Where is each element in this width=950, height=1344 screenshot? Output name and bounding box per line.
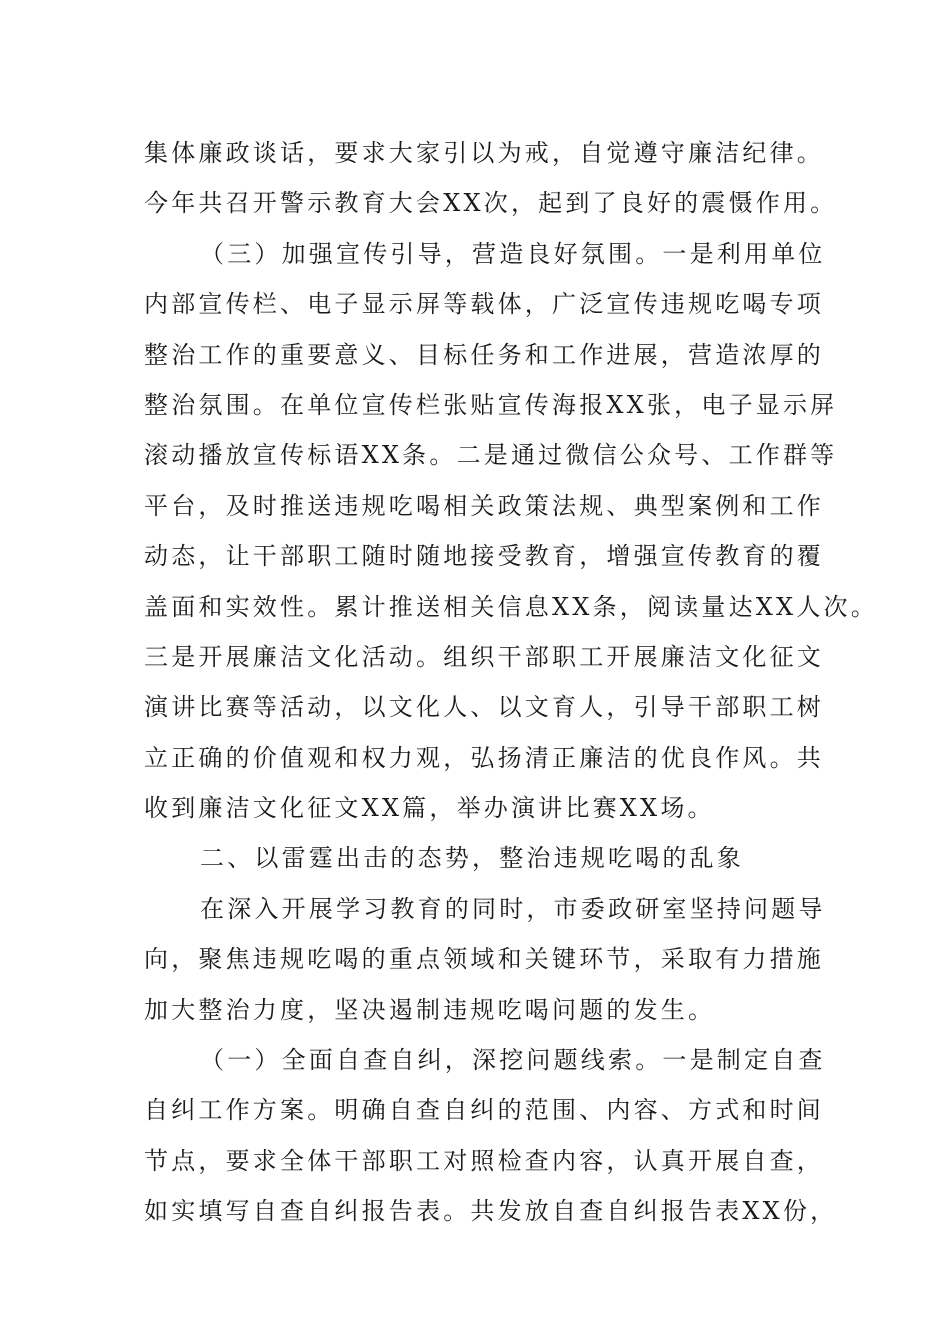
text-line: 节点，要求全体干部职工对照检查内容，认真开展自查， xyxy=(144,1146,824,1175)
text-line: 集体廉政谈话，要求大家引以为戒，自觉遵守廉洁纪律。 xyxy=(144,139,824,167)
text-line: 加大整治力度，坚决遏制违规吃喝问题的发生。 xyxy=(144,995,716,1024)
text-line: 自纠工作方案。明确自查自纠的范围、内容、方式和时间 xyxy=(144,1096,824,1125)
text-line: 收到廉洁文化征文XX篇，举办演讲比赛XX场。 xyxy=(144,794,715,823)
document-body xyxy=(144,128,878,1237)
text-line: 盖面和实效性。累计推送相关信息XX条，阅读量达XX人次。 xyxy=(144,592,878,621)
text-line: 立正确的价值观和权力观，弘扬清正廉洁的优良作风。共 xyxy=(144,743,824,772)
text-line: 如实填写自查自纠报告表。共发放自查自纠报告表XX份， xyxy=(144,1197,838,1226)
text-line: 演讲比赛等活动，以文化人、以文育人，引导干部职工树 xyxy=(144,693,824,722)
text-line: 动态，让干部职工随时随地接受教育，增强宣传教育的覆 xyxy=(144,542,824,571)
text-line: 今年共召开警示教育大会XX次，起到了良好的震慑作用。 xyxy=(144,189,838,218)
text-line: 三是开展廉洁文化活动。组织干部职工开展廉洁文化征文 xyxy=(144,642,824,671)
section-heading-line: （三）加强宣传引导，营造良好氛围。一是利用单位 xyxy=(200,239,826,268)
chapter-heading: 二、以雷霆出击的态势，整治违规吃喝的乱象 xyxy=(200,844,744,873)
section-heading-line: （一）全面自查自纠，深挖问题线索。一是制定自查 xyxy=(200,1046,826,1075)
paragraph-first-line: 在深入开展学习教育的同时，市委政研室坚持问题导 xyxy=(200,894,826,923)
text-line: 整治工作的重要意义、目标任务和工作进展，营造浓厚的 xyxy=(144,340,824,369)
text-line: 平台，及时推送违规吃喝相关政策法规、典型案例和工作 xyxy=(144,491,824,520)
text-line: 滚动播放宣传标语XX条。二是通过微信公众号、工作群等 xyxy=(144,441,838,470)
text-line: 向，聚焦违规吃喝的重点领域和关键环节，采取有力措施 xyxy=(144,945,824,974)
text-line: 整治氛围。在单位宣传栏张贴宣传海报XX张，电子显示屏 xyxy=(144,390,838,419)
text-line: 内部宣传栏、电子显示屏等载体，广泛宣传违规吃喝专项 xyxy=(144,290,824,319)
